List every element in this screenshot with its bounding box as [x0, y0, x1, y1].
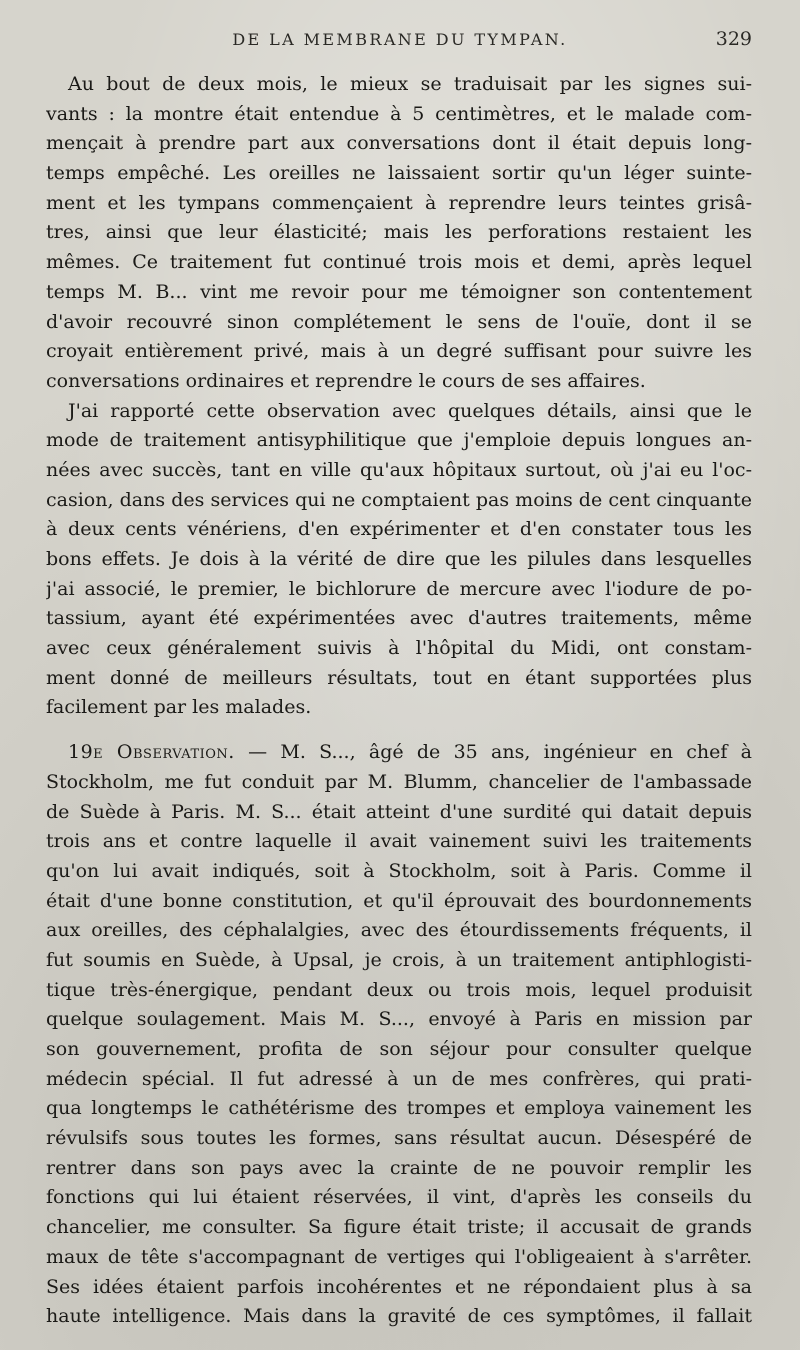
- running-title: DE LA MEMBRANE DU TYMPAN.: [232, 30, 568, 49]
- text-line: mêmes. Ce traitement fut continué trois mois et demi, après lequel: [46, 251, 752, 274]
- text-line: casion, dans des services qui ne comptaient pas moins de cent cinquante: [46, 488, 752, 511]
- text-line: trois ans et contre laquelle il avait vainement suivi les traitements: [46, 830, 752, 853]
- text-line: Au bout de deux mois, le mieux se traduisait par les signes sui-: [68, 73, 752, 95]
- text-line: maux de tête s'accompagnant de vertiges qui l'obligeaient à s'arrêter.: [46, 1245, 752, 1268]
- text-line: d'avoir recouvré sinon complétement le sens de l'ouïe, dont il se: [46, 310, 752, 333]
- text-line: tassium, ayant été expérimentées avec d'autres traitements, même: [46, 607, 752, 630]
- text-line: Ses idées étaient parfois incohérentes et ne répondaient plus à sa: [46, 1275, 752, 1298]
- text-line: médecin spécial. Il fut adressé à un de mes confrères, qui prati-: [46, 1067, 752, 1090]
- text-line: mençait à prendre part aux conversations dont il était depuis long-: [46, 132, 752, 155]
- observation-heading-line: [46, 738, 752, 768]
- text-line: chancelier, me consulter. Sa figure était triste; il accusait de grands: [46, 1216, 752, 1239]
- text-line: j'ai associé, le premier, le bichlorure de mercure avec l'iodure de po-: [46, 577, 752, 600]
- text-line: aux oreilles, des céphalalgies, avec des étourdissements fréquents, il: [46, 919, 752, 942]
- paragraph-gap: [46, 723, 752, 738]
- text-line: temps M. B... vint me revoir pour me témoigner son contentement: [46, 280, 752, 303]
- text-line: bons effets. Je dois à la vérité de dire que les pilules dans lesquelles: [46, 548, 752, 570]
- observation-19: [46, 738, 752, 1332]
- text-line: tres, ainsi que leur élasticité; mais les perforations restaient les: [46, 221, 752, 244]
- text-line: révulsifs sous toutes les formes, sans résultat aucun. Désespéré de: [46, 1127, 752, 1150]
- text-line: qu'on lui avait indiqués, soit à Stockholm, soit à Paris. Comme il: [46, 859, 752, 882]
- text-line: facilement par les malades.: [46, 696, 312, 719]
- text-line: fonctions qui lui étaient réservées, il vint, d'après les conseils du: [46, 1186, 752, 1209]
- text-line: rentrer dans son pays avec la crainte de ne pouvoir remplir les: [46, 1156, 752, 1179]
- text-line: Stockholm, me fut conduit par M. Blumm, chancelier de l'ambassade: [46, 770, 752, 793]
- text-line: J'ai rapporté cette observation avec quelques détails, ainsi que le: [68, 399, 752, 422]
- text-line: fut soumis en Suède, à Upsal, je crois, à un traitement antiphlogisti-: [46, 948, 752, 971]
- text-line: haute intelligence. Mais dans la gravité de ces symptômes, il fallait: [46, 1305, 752, 1328]
- text-line: vants : la montre était entendue à 5 centimètres, et le malade com-: [46, 102, 752, 125]
- page-number: 329: [715, 28, 752, 50]
- text-line: avec ceux généralement suivis à l'hôpital du Midi, ont constam-: [46, 637, 752, 660]
- text-line: tique très-énergique, pendant deux ou trois mois, lequel produisit: [46, 978, 752, 1001]
- text-line: qua longtemps le cathétérisme des trompes et employa vainement les: [46, 1097, 752, 1120]
- text-line: mode de traitement antisyphilitique que j'emploie depuis longues an-: [46, 429, 752, 452]
- running-head: [48, 30, 752, 56]
- observation-first-line: — M. S..., âgé de 35 ans, ingénieur en chef à: [234, 741, 752, 764]
- text-line: à deux cents vénériens, d'en expérimenter et d'en constater tous les: [46, 518, 752, 541]
- text-line: ment et les tympans commençaient à reprendre leurs teintes grisâ-: [46, 191, 752, 214]
- text-line: son gouvernement, profita de son séjour pour consulter quelque: [46, 1038, 752, 1060]
- observation-label: 19e Observation.: [68, 741, 235, 764]
- text-line: quelque soulagement. Mais M. S..., envoyé à Paris en mission par: [46, 1008, 752, 1031]
- paragraph-1: [46, 70, 752, 397]
- text-line: de Suède à Paris. M. S... était atteint d'une surdité qui datait depuis: [46, 800, 752, 823]
- text-line: conversations ordinaires et reprendre le cours de ses affaires.: [46, 369, 646, 392]
- text-line: croyait entièrement privé, mais à un degré suffisant pour suivre les: [46, 340, 752, 363]
- text-line: temps empêché. Les oreilles ne laissaient sortir qu'un léger suinte-: [46, 162, 752, 185]
- paragraph-2: [46, 397, 752, 724]
- text-line: nées avec succès, tant en ville qu'aux hôpitaux surtout, où j'ai eu l'oc-: [46, 458, 752, 481]
- body-text: [46, 70, 752, 1332]
- text-line: ment donné de meilleurs résultats, tout en étant supportées plus: [46, 666, 752, 689]
- text-line: était d'une bonne constitution, et qu'il éprouvait des bourdonnements: [46, 889, 752, 912]
